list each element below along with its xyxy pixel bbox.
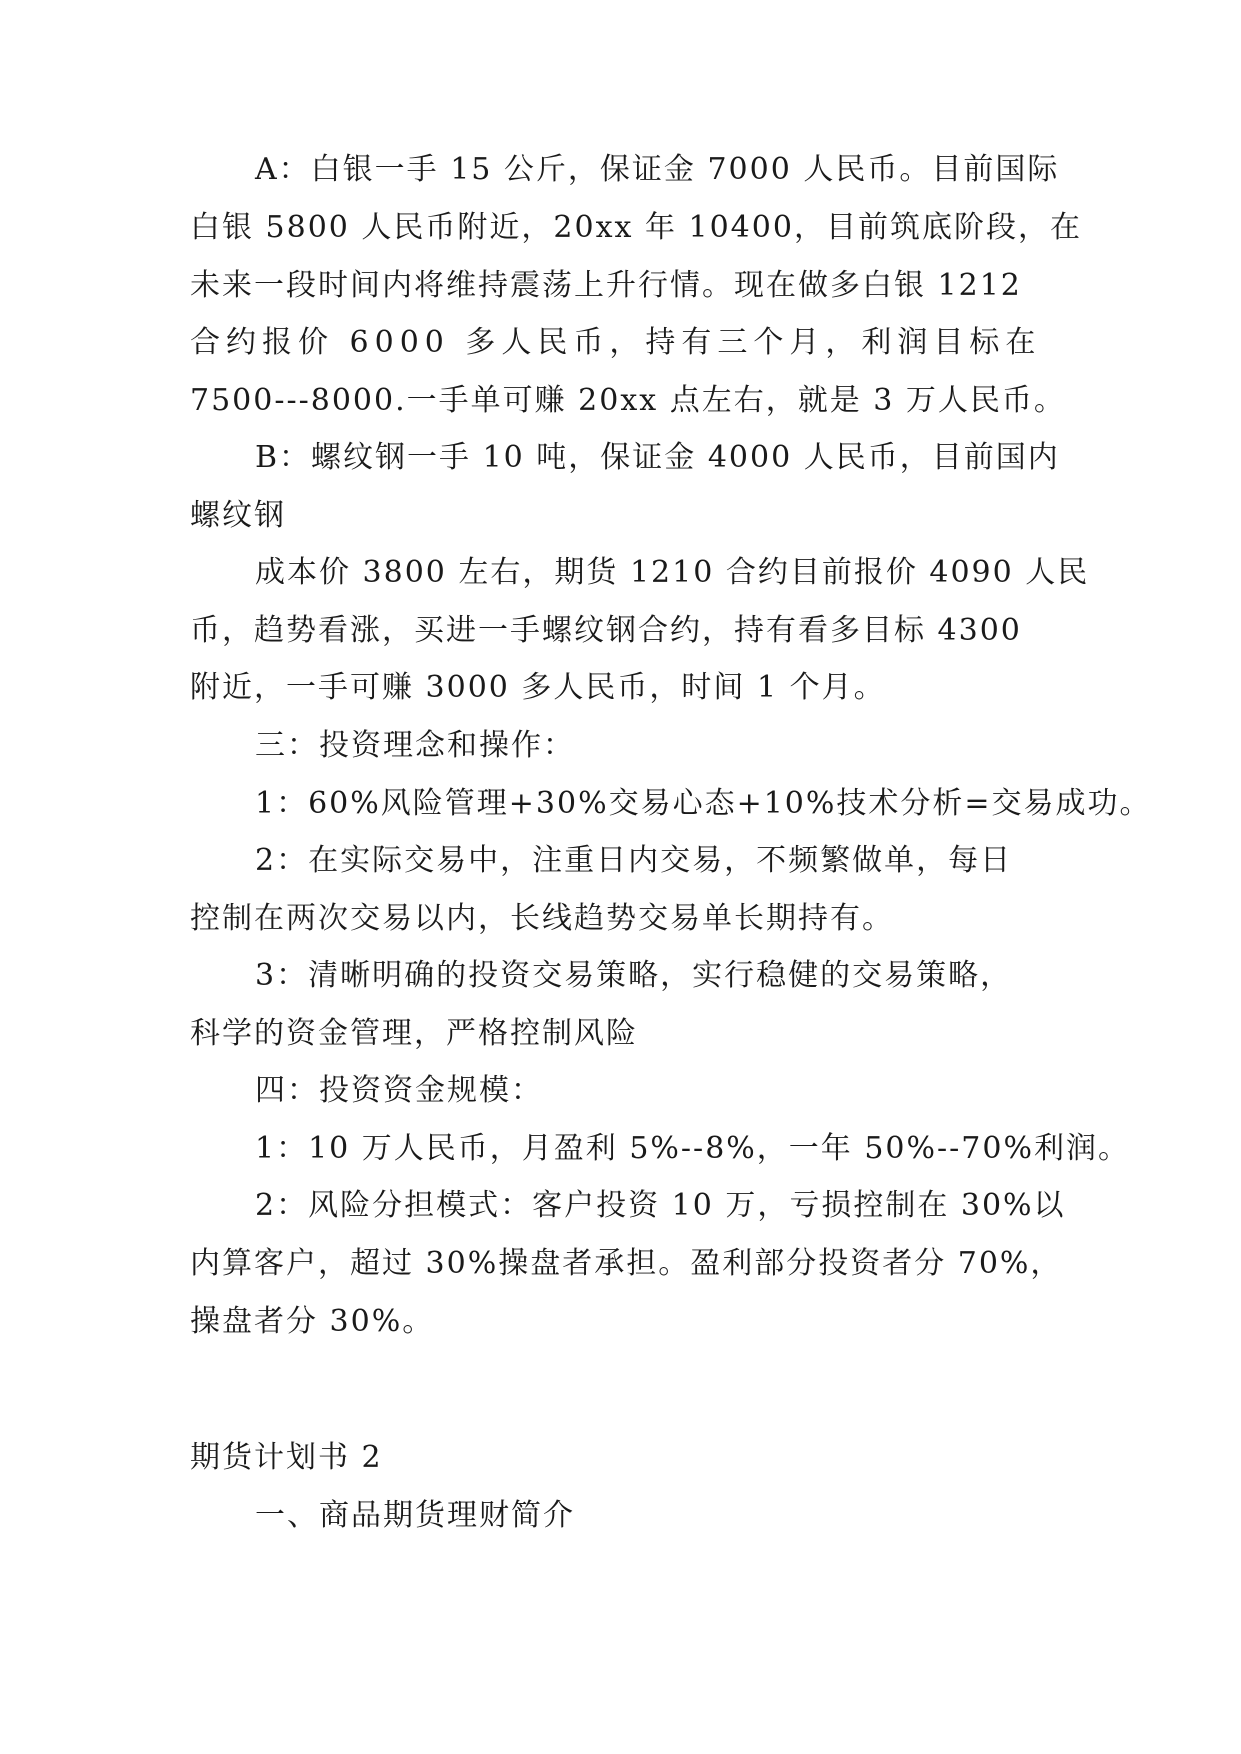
paragraph-line: 螺纹钢 — [190, 498, 286, 533]
section-heading: 四：投资资金规模： — [255, 1073, 543, 1108]
paragraph-line: 2：在实际交易中，注重日内交易，不频繁做单，每日 — [255, 843, 1013, 878]
document-title: 期货计划书 2 — [190, 1440, 383, 1475]
paragraph-line: 控制在两次交易以内，长线趋势交易单长期持有。 — [190, 901, 894, 936]
paragraph-line: 币，趋势看涨，买进一手螺纹钢合约，持有看多目标 4300 — [190, 613, 1022, 648]
paragraph-line: 合约报价 6000 多人民币，持有三个月，利润目标在 — [190, 325, 1042, 360]
paragraph-line: 成本价 3800 左右，期货 1210 合约目前报价 4090 人民 — [255, 555, 1090, 590]
paragraph-line: 内算客户，超过 30%操盘者承担。盈利部分投资者分 70%， — [190, 1246, 1063, 1281]
section-heading: 三：投资理念和操作： — [255, 728, 575, 763]
paragraph-line: A：白银一手 15 公斤，保证金 7000 人民币。目前国际 — [255, 152, 1060, 187]
paragraph-line: 未来一段时间内将维持震荡上升行情。现在做多白银 1212 — [190, 268, 1022, 303]
paragraph-line: 2：风险分担模式：客户投资 10 万，亏损控制在 30%以 — [255, 1188, 1066, 1223]
paragraph-line: B：螺纹钢一手 10 吨，保证金 4000 人民币，目前国内 — [255, 440, 1060, 475]
paragraph-line: 7500---8000.一手单可赚 20xx 点左右，就是 3 万人民币。 — [190, 383, 1066, 418]
paragraph-line: 科学的资金管理，严格控制风险 — [190, 1016, 638, 1051]
paragraph-line: 白银 5800 人民币附近，20xx 年 10400，目前筑底阶段，在 — [190, 210, 1082, 245]
section-heading: 一、商品期货理财简介 — [255, 1498, 575, 1533]
paragraph-line: 操盘者分 30%。 — [190, 1304, 435, 1339]
paragraph-line: 1：10 万人民币，月盈利 5%--8%，一年 50%--70%利润。 — [255, 1131, 1130, 1166]
paragraph-line: 3：清晰明确的投资交易策略，实行稳健的交易策略， — [255, 958, 1013, 993]
paragraph-line: 附近，一手可赚 3000 多人民币，时间 1 个月。 — [190, 670, 886, 705]
paragraph-line: 1：60%风险管理+30%交易心态+10%技术分析=交易成功。 — [255, 786, 1152, 821]
